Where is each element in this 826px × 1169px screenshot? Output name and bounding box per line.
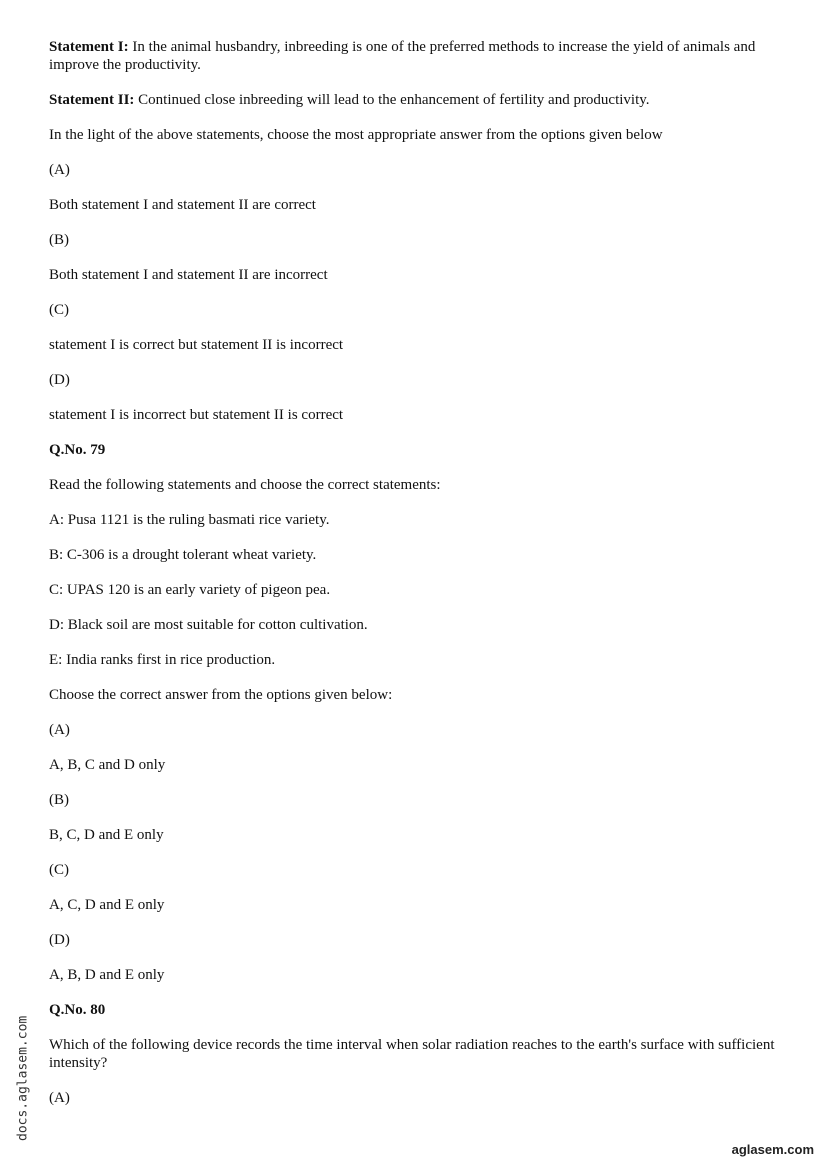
q79-option-a-letter: (A) <box>49 722 70 738</box>
q80-option-a-letter: (A) <box>49 1090 70 1106</box>
q80-prompt: Which of the following device records the time interval when solar radiation reaches to the earth's surface with sufficient intensity? <box>49 1037 775 1071</box>
q79-statement-b: B: C-306 is a drought tolerant wheat variety. <box>49 547 317 563</box>
footer-brand: aglasem.com <box>731 1142 814 1157</box>
q79-number <box>49 441 779 459</box>
q79-statement-c: C: UPAS 120 is an early variety of pigeon pea. <box>49 582 331 598</box>
q79-prompt: Read the following statements and choose the correct statements: <box>49 477 441 493</box>
q79-option-b-letter: (B) <box>49 792 69 808</box>
document-body <box>49 38 779 1124</box>
q80-number <box>49 1001 779 1019</box>
q78-option-d-text: statement I is incorrect but statement II is correct <box>49 407 344 423</box>
q79-option-c-text: A, C, D and E only <box>49 897 165 913</box>
statement-2-text: Continued close inbreeding will lead to the enhancement of fertility and productivity. <box>134 92 650 108</box>
q78-option-b-letter: (B) <box>49 232 69 248</box>
statement-2 <box>49 91 779 109</box>
side-watermark: docs.aglasem.com <box>15 1015 31 1141</box>
q79-statement-a: A: Pusa 1121 is the ruling basmati rice variety. <box>49 512 330 528</box>
q79-option-b-text: B, C, D and E only <box>49 827 164 843</box>
q79-option-c-letter: (C) <box>49 862 69 878</box>
statement-2-label: Statement II: <box>49 92 135 108</box>
q79-instruction: Choose the correct answer from the options given below: <box>49 687 393 703</box>
q79-statement-d: D: Black soil are most suitable for cotton cultivation. <box>49 617 368 633</box>
q80-number-label: Q.No. 80 <box>49 1002 106 1018</box>
q79-number-label: Q.No. 79 <box>49 442 106 458</box>
q78-option-a-letter: (A) <box>49 162 70 178</box>
q79-statement-e: E: India ranks first in rice production. <box>49 652 276 668</box>
statement-1-label: Statement I: <box>49 39 129 55</box>
q79-option-d-letter: (D) <box>49 932 70 948</box>
q78-option-c-letter: (C) <box>49 302 69 318</box>
q78-option-a-text: Both statement I and statement II are correct <box>49 197 316 213</box>
q79-option-a-text: A, B, C and D only <box>49 757 166 773</box>
statement-1-text: In the animal husbandry, inbreeding is one of the preferred methods to increase the yield of animals and improve the productivity. <box>49 39 756 73</box>
q79-option-d-text: A, B, D and E only <box>49 967 165 983</box>
q78-option-c-text: statement I is correct but statement II is incorrect <box>49 337 344 353</box>
q78-instruction: In the light of the above statements, choose the most appropriate answer from the options given below <box>49 127 663 143</box>
q78-option-b-text: Both statement I and statement II are incorrect <box>49 267 328 283</box>
statement-1 <box>49 38 779 74</box>
q78-option-d-letter: (D) <box>49 372 70 388</box>
